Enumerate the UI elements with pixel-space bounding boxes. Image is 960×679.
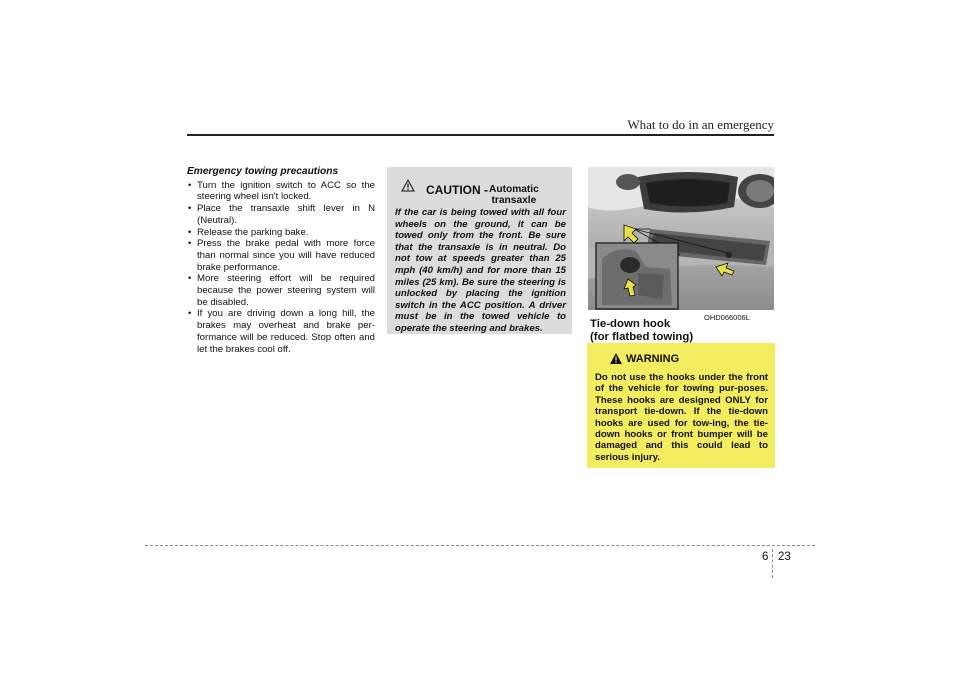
caution-subject-line1: Automatic (489, 184, 539, 195)
warning-label: WARNING (626, 353, 680, 365)
footer-rule (145, 545, 815, 546)
warning-triangle-icon (609, 352, 623, 365)
list-item: • More steering effort will be required because the power steering system will be disabled. (187, 273, 375, 308)
list-item: • Press the brake pedal with more force than normal since you will have reduced brake performance. (187, 238, 375, 273)
page-number: 23 (778, 551, 791, 563)
warning-box (587, 343, 775, 468)
caution-box (387, 167, 572, 334)
caution-subject (489, 184, 539, 206)
page-number-divider (772, 549, 773, 578)
tie-down-title-line1: Tie-down hook (590, 318, 671, 330)
header-rule (187, 134, 774, 136)
list-item: • If you are driving down a long hill, the brakes may overheat and brake per-formance will be reduced. Stop often and let the brakes cool off. (187, 308, 375, 355)
list-item: • Place the transaxle shift lever in N (Neutral). (187, 203, 375, 226)
section-header: What to do in an emergency (627, 117, 774, 132)
caution-subject-line2: transaxle (491, 195, 537, 206)
bumper-drawing (588, 167, 774, 310)
warning-header (595, 350, 768, 366)
towing-precautions-title: Emergency towing precautions (187, 166, 339, 177)
warning-text: Do not use the hooks under the front of the vehicle for towing pur-poses. These hooks are designed ONLY for transport tie-down. If the tie-down hooks are used for tow-ing, the tie-down hooks or front bumper will be damaged and this could lead to serious injury. (595, 372, 768, 463)
caution-text: If the car is being towed with all four wheels on the ground, it can be towed only from the front. Be sure that the transaxle is in neutral. Do not tow at speeds greater than 25 mph (40 km/h) and for more than 15 miles (25 km). Be sure the steering is unlocked by placing the ignition switch in the ACC position. A driver must be in the towed vehicle to operate the steering and brakes. (395, 207, 566, 334)
list-item: • Release the parking bake. (187, 227, 375, 239)
towing-precautions (187, 166, 375, 355)
caution-label: CAUTION - (426, 183, 488, 197)
caution-triangle-icon (401, 179, 415, 192)
tie-down-title-line2: (for flatbed towing) (590, 331, 694, 343)
figure-code: OHD066006L (704, 313, 750, 322)
caution-header (395, 175, 566, 206)
towing-precautions-list (187, 180, 375, 356)
list-item: • Turn the ignition switch to ACC so the steering wheel isn't locked. (187, 180, 375, 203)
tie-down-hook-title (590, 318, 693, 344)
chapter-number: 6 (762, 551, 769, 563)
tie-down-hook-illustration (588, 167, 774, 310)
